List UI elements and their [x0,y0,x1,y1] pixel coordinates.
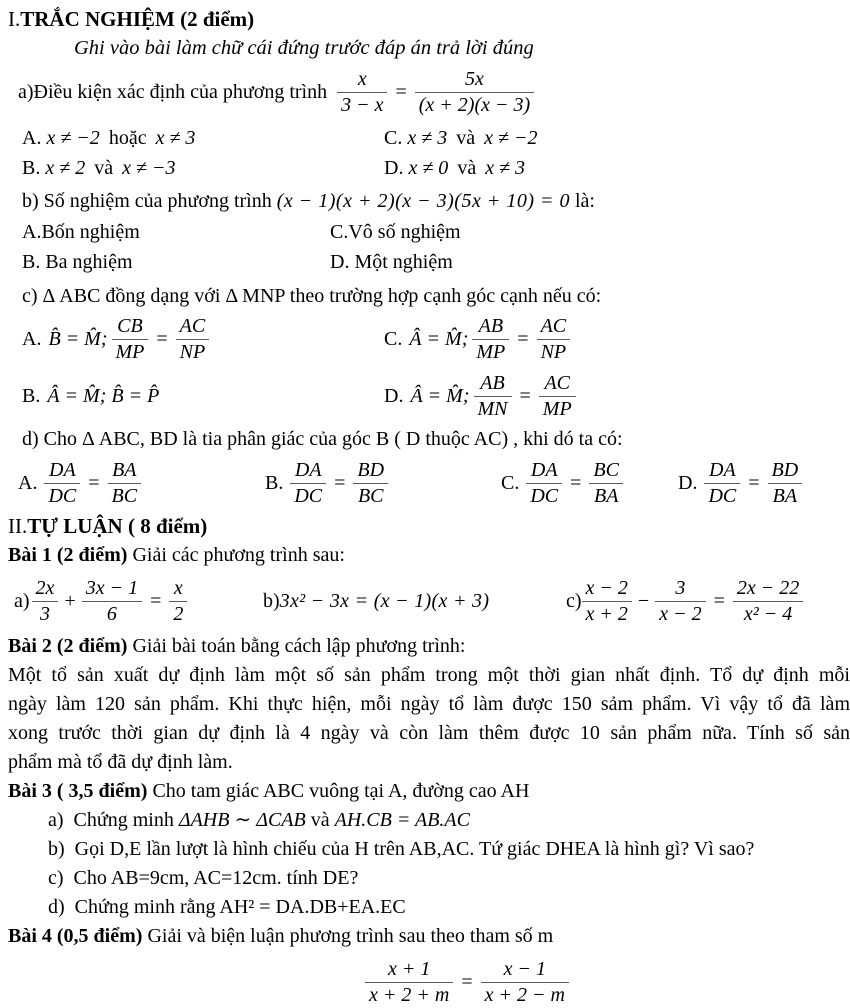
option-angle-math: Â = M̂; B̂ = P̂ [47,385,160,407]
fraction-numerator: DA [294,458,322,481]
option-c-D [384,373,842,420]
bai2-title: Bài 2 (2 điểm) [8,635,128,657]
option-math: x ≠ 2 [45,157,86,179]
option-angle-math: B̂ = M̂; [48,327,108,350]
bai4-equation [92,956,842,1008]
paragraph-line: ngày làm 120 sản phẩm. Khi thực hiện, mỗi ngày tổ làm được 150 sảm phẩm. Vì vậy tổ đã làm [8,693,850,715]
item-text: Gọi D,E lần lượt là hình chiếu của H trên AB,AC. Tứ giác DHEA là hình gì? Vì sao? [74,838,755,860]
question-d: d) Cho Δ ABC, BD là tia phân giác của góc B ( D thuộc AC) , khi dó ta có: [22,428,623,450]
option-d-C [501,456,678,510]
question-a-options [8,123,842,183]
fraction-numerator: BA [112,458,137,481]
option-math: x ≠ −2 [484,127,538,149]
equation-label: a) [14,589,30,612]
equation-1a [14,572,263,630]
bai2-heading [8,632,842,661]
bai1-heading [8,541,842,570]
fraction-numerator: x [357,67,367,90]
fraction-numerator: DA [709,458,736,481]
fraction [365,959,453,1006]
fraction-denominator: NP [176,339,210,363]
bai4-heading [8,922,842,951]
bai1-title: Bài 1 (2 điểm) [8,544,128,566]
equation-label: c) [566,589,582,612]
option-math: x ≠ 3 [485,157,526,179]
option-label: A. [22,127,42,149]
fraction-denominator: MP [112,339,149,363]
equals-sign: = [334,471,346,494]
fraction [44,460,80,507]
option-a-C [384,123,842,153]
option-angle-math: Â = M̂; [409,327,469,350]
fraction-numerator: BD [771,458,799,481]
item-label: a) [48,809,64,831]
fraction [474,373,512,420]
fraction [82,578,142,625]
section-essay-heading [8,512,842,541]
option-d-D [678,456,842,510]
fraction [169,578,187,625]
fraction-denominator: DC [526,483,562,507]
option-conjunction: và [94,157,114,179]
fraction-denominator: DC [704,483,740,507]
fraction-numerator: x + 1 [388,957,431,980]
fraction [176,316,210,363]
bai3-intro: Cho tam giác ABC vuông tại A, đường cao AH [152,780,530,802]
fraction-denominator: BC [353,483,388,507]
item-text: Chứng minh [73,809,174,831]
equation-math: 3x² − 3x = (x − 1)(x + 3) [279,589,490,612]
item-text: Cho AB=9cm, AC=12cm. tính DE? [73,867,359,889]
equals-sign: = [156,327,168,350]
fraction-denominator: 2 [169,601,187,625]
fraction-numerator: x [173,576,183,599]
fraction-denominator: x² − 4 [733,601,803,625]
fraction [290,460,326,507]
item-math: AH.CB = AB.AC [334,809,470,831]
fraction [589,460,623,507]
option-label: D. [678,471,698,494]
fraction-numerator: 2x − 22 [736,576,800,599]
minus-sign: − [637,589,650,612]
fraction-numerator: AC [544,372,570,394]
mcq-instruction: Ghi vào bài làm chữ cái đứng trước đáp án trả lời đúng [74,37,534,59]
bai2-problem-text [8,661,850,777]
bai4-title: Bài 4 (0,5 điểm) [8,925,143,947]
fraction-numerator: x − 2 [585,576,628,599]
option-angle-math: Â = M̂; [410,385,470,407]
question-d-options [8,456,842,510]
fraction-denominator: x + 2 − m [481,982,569,1006]
fraction-numerator: DA [530,458,558,481]
fraction [32,578,59,625]
fraction-denominator: MN [474,396,512,420]
option-a-B [22,153,384,183]
fraction-numerator: CB [117,314,143,337]
option-label: B. [22,385,41,407]
bai3-item-c [8,864,842,893]
fraction-denominator: BC [108,483,142,507]
option-a-D [384,153,842,183]
fraction-numerator: AC [179,314,206,337]
option-math: x ≠ 3 [155,127,196,149]
fraction [582,578,632,625]
item-text: Chứng minh rằng AH² = DA.DB+EA.EC [74,896,406,918]
equation-1c [566,572,842,630]
equals-sign: = [713,589,725,612]
fraction [112,316,149,363]
fraction-denominator: BA [768,483,803,507]
option-math: x ≠ −3 [122,157,176,179]
section-essay-prefix: II. [8,514,28,538]
fraction [108,460,142,507]
item-conjunction: và [310,809,330,831]
option-math: x ≠ −2 [46,127,100,149]
option-d-B [265,456,501,510]
option-label: C. [384,327,403,350]
fraction-denominator: MP [539,396,576,420]
fraction [353,460,388,507]
option-label: D. [384,157,404,179]
option-c-A [22,313,384,365]
paragraph-line: phẩm mà tổ đã dự định làm. [8,751,233,773]
question-b-options [8,217,842,277]
plus-sign: + [64,589,76,612]
option-label: C. [384,127,403,149]
section-essay-title: TỰ LUẬN ( 8 điểm) [27,514,208,538]
fraction-denominator: (x + 2)(x − 3) [415,92,534,116]
option-b-A: A.Bốn nghiệm [22,221,140,243]
fraction [415,69,534,116]
option-label: B. [265,471,284,494]
fraction [481,959,569,1006]
equals-sign: = [150,589,162,612]
fraction-numerator: AC [540,314,567,337]
fraction-denominator: 6 [82,601,142,625]
option-label: A. [18,471,38,494]
fraction-numerator: AB [478,314,504,337]
paragraph-line: Một tổ sản xuất dự định làm một số sản phẩm trong một thời gian nhất định. Tổ dự định mỗi [8,664,850,686]
fraction-denominator: 3 [32,601,59,625]
option-b-D: D. Một nghiệm [330,251,453,273]
equals-sign: = [517,327,529,350]
bai3-heading [8,777,842,806]
option-label: D. [384,385,404,407]
question-b-prompt: b) Số nghiệm của phương trình [22,190,272,212]
question-c-options [8,313,842,420]
fraction [337,69,387,116]
option-label: A. [22,327,42,350]
option-conjunction: và [457,157,477,179]
item-label: c) [48,867,64,889]
question-b-equation: (x − 1)(x + 2)(x − 3)(5x + 10) = 0 [276,190,570,212]
bai1-intro: Giải các phương trình sau: [132,544,345,566]
item-label: b) [48,838,65,860]
equals-sign: = [570,471,582,494]
fraction [704,460,740,507]
fraction-denominator: x + 2 + m [365,982,453,1006]
fraction-denominator: DC [44,483,80,507]
question-a [8,65,842,119]
equals-sign: = [395,80,407,103]
bai3-item-b [8,835,842,864]
equals-sign: = [519,385,531,407]
option-d-A [18,456,265,510]
item-math: ΔAHB ∼ ΔCAB [178,809,306,831]
fraction [768,460,803,507]
option-label: B. [22,157,41,179]
equals-sign: = [88,471,100,494]
equals-sign: = [748,471,760,494]
fraction-numerator: BD [357,458,385,481]
fraction-denominator: 3 − x [337,92,387,116]
fraction-numerator: 3x − 1 [85,576,139,599]
bai3-item-d [8,893,842,922]
fraction-numerator: DA [49,458,76,481]
option-math: x ≠ 0 [408,157,449,179]
fraction [539,373,576,420]
fraction-denominator: x + 2 [582,601,632,625]
question-c: c) Δ ABC đồng dạng với Δ MNP theo trường hợp cạnh góc cạnh nếu có: [22,285,602,307]
option-conjunction: hoặc [108,127,147,149]
equation-label: b) [263,589,280,612]
equals-sign: = [461,970,473,993]
option-b-B: B. Ba nghiệm [22,251,133,273]
option-a-A [22,123,384,153]
bai4-intro: Giải và biện luận phương trình sau theo tham số m [147,925,554,947]
fraction [537,316,571,363]
fraction-numerator: AB [480,372,505,394]
option-b-C: C.Vô số nghiệm [330,221,461,243]
fraction-numerator: 3 [675,576,686,599]
fraction-denominator: BA [589,483,623,507]
fraction-denominator: MP [472,339,509,363]
fraction-numerator: x − 1 [503,957,546,980]
question-b [8,185,842,217]
option-math: x ≠ 3 [407,127,448,149]
fraction [733,578,803,625]
section-mcq-heading [8,5,842,34]
fraction-denominator: x − 2 [655,601,705,625]
paragraph-line: xong trước thời gian dự định là 4 ngày và còn làm thêm được 10 sản phẩm nữa. Tính số sản [8,722,850,744]
option-c-C [384,313,842,365]
fraction-denominator: DC [290,483,326,507]
option-label: C. [501,471,520,494]
fraction [472,316,509,363]
item-label: d) [48,896,65,918]
section-mcq-title: TRẮC NGHIỆM (2 điểm) [20,7,255,31]
question-a-prompt: a)Điều kiện xác định của phương trình [18,80,328,103]
fraction [526,460,562,507]
option-conjunction: và [456,127,476,149]
bai1-equations [8,572,842,630]
question-b-suffix: là: [575,190,595,212]
section-mcq-prefix: I. [8,7,21,31]
equation-1b [263,572,566,630]
bai3-title: Bài 3 ( 3,5 điểm) [8,780,148,802]
fraction-numerator: BC [593,458,619,481]
fraction [655,578,705,625]
option-c-B [22,373,384,420]
fraction-numerator: 2x [35,576,55,599]
bai2-intro: Giải bài toán bằng cách lập phương trình: [132,635,466,657]
bai3-item-a [8,806,842,835]
fraction-denominator: NP [537,339,571,363]
fraction-numerator: 5x [465,67,484,90]
